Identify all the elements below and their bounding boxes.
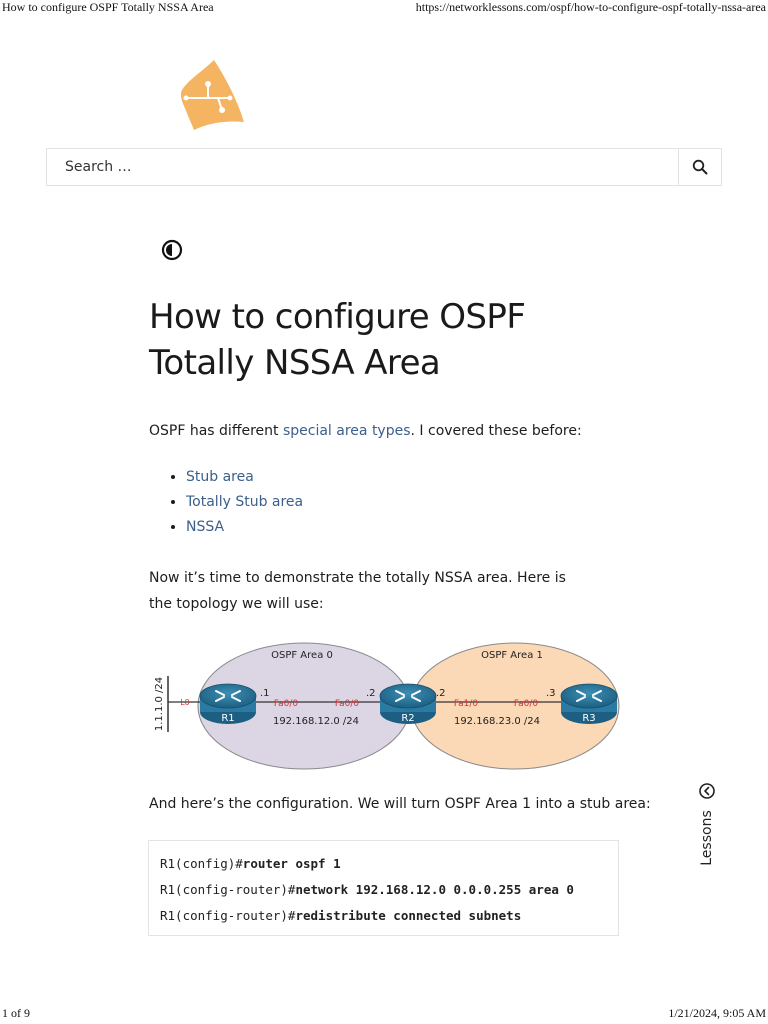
intro-paragraph [149, 418, 649, 444]
special-area-types-link[interactable]: special area types [282, 423, 411, 439]
contrast-icon [160, 238, 184, 262]
router-r3 [561, 684, 617, 724]
print-page-title: How to configure OSPF Totally NSSA Area [2, 0, 214, 14]
list-item [186, 490, 303, 515]
page-title: How to configure OSPF Totally NSSA Area [149, 297, 526, 383]
code-command: redistribute connected subnets [295, 908, 522, 923]
topology-intro-paragraph: Now it’s time to demonstrate the totally NSSA area. Here is the topology we will use: [149, 570, 566, 612]
lessons-side-tab[interactable] [690, 780, 724, 876]
code-prompt: R1(config)# [160, 856, 243, 871]
code-command: network 192.168.12.0 0.0.0.255 area 0 [295, 882, 574, 897]
loopback-label: 1.1.1.0 /24 [154, 676, 165, 732]
router-r1 [200, 684, 256, 724]
router-r2-label: R2 [401, 713, 415, 724]
contrast-toggle-button[interactable] [160, 238, 184, 262]
code-line [160, 903, 618, 929]
intro-text-before: OSPF has different [149, 423, 283, 439]
subnet-left-label: 192.168.12.0 /24 [272, 716, 360, 727]
code-prompt: R1(config-router)# [160, 908, 296, 923]
list-item [186, 515, 303, 540]
code-command: router ospf 1 [242, 856, 341, 871]
nssa-link[interactable]: NSSA [186, 519, 225, 535]
print-header [0, 0, 768, 16]
list-item [186, 465, 303, 490]
r2-right-host-label: .2 [436, 688, 446, 699]
interface-r2-right-label: Fa1/0 [453, 699, 479, 709]
search-bar [46, 148, 722, 186]
area1-label: OSPF Area 1 [481, 650, 543, 661]
ospf-topology-diagram [150, 636, 620, 772]
print-page-url: https://networklessons.com/ospf/how-to-configure-ospf-totally-nssa-area [415, 0, 766, 14]
r3-host-label: .3 [546, 688, 556, 699]
area0-label: OSPF Area 0 [271, 650, 333, 661]
stub-area-link[interactable]: Stub area [186, 469, 254, 485]
networklessons-logo-icon [178, 58, 248, 134]
chevron-left-circle-icon [698, 782, 716, 800]
router-r1-label: R1 [221, 713, 235, 724]
lo-interface-label: L0 [180, 698, 190, 707]
r2-left-host-label: .2 [366, 688, 376, 699]
search-button[interactable] [678, 149, 721, 185]
site-logo[interactable] [178, 58, 248, 134]
r1-host-label: .1 [260, 688, 270, 699]
config-intro-paragraph: And here’s the configuration. We will turn OSPF Area 1 into a stub area: [149, 796, 651, 812]
search-icon [692, 159, 708, 175]
lessons-label: Lessons [699, 810, 715, 866]
area-types-list [172, 465, 303, 540]
print-page-number: 1 of 9 [2, 1006, 30, 1020]
print-footer [0, 1006, 768, 1024]
code-line [160, 851, 618, 877]
code-block [148, 840, 619, 936]
interface-r1-label: Fa0/0 [273, 699, 299, 709]
interface-r2-left-label: Fa0/0 [334, 699, 360, 709]
code-prompt: R1(config-router)# [160, 882, 296, 897]
router-r3-label: R3 [582, 713, 596, 724]
code-line [160, 877, 618, 903]
router-r2 [380, 684, 436, 724]
subnet-right-label: 192.168.23.0 /24 [453, 716, 541, 727]
interface-r3-label: Fa0/0 [513, 699, 539, 709]
intro-text-after: . I covered these before: [410, 423, 582, 439]
print-datetime: 1/21/2024, 9:05 AM [668, 1006, 766, 1020]
search-input[interactable] [47, 149, 679, 185]
totally-stub-area-link[interactable]: Totally Stub area [186, 494, 304, 510]
